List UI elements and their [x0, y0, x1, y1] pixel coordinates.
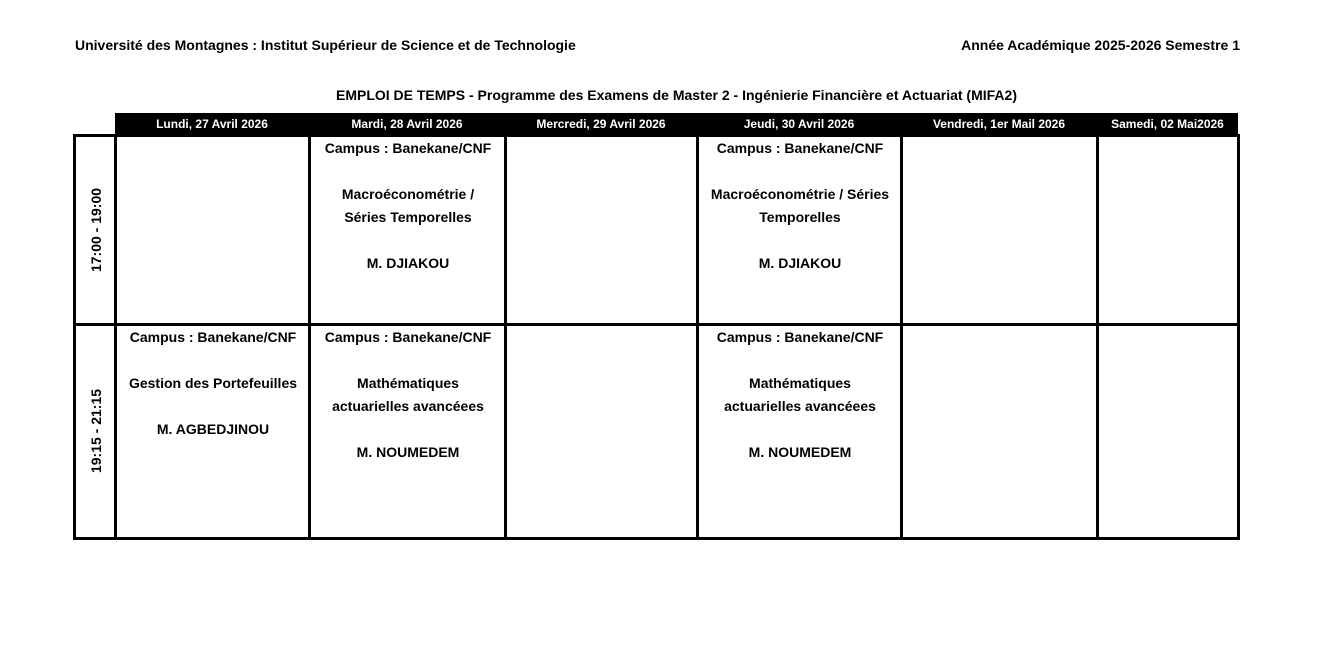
campus-label: Campus : Banekane/CNF — [716, 140, 884, 156]
schedule-cell — [699, 326, 901, 537]
academic-year: Année Académique 2025-2026 Semestre 1 — [961, 37, 1240, 53]
campus-label: Campus : Banekane/CNF — [129, 329, 297, 345]
course-name: actuarielles avancéees — [332, 398, 484, 414]
grid-line — [73, 537, 1240, 540]
course-name: Macroéconométrie / — [341, 186, 475, 202]
schedule-cell — [507, 137, 697, 323]
teacher-name: M. NOUMEDEM — [748, 444, 852, 460]
schedule-cell — [311, 326, 505, 537]
teacher-name: M. DJIAKOU — [366, 255, 450, 271]
teacher-name: M. NOUMEDEM — [356, 444, 460, 460]
schedule-cell — [117, 137, 309, 323]
day-header: Lundi, 27 Avril 2026 — [115, 113, 309, 135]
day-header: Vendredi, 1er Mail 2026 — [901, 113, 1097, 135]
course-name: Séries Temporelles — [344, 209, 472, 225]
schedule-cell — [1099, 326, 1238, 537]
teacher-name: M. AGBEDJINOU — [156, 421, 270, 437]
schedule-cell — [117, 326, 309, 537]
course-name: Gestion des Portefeuilles — [128, 375, 298, 391]
course-name: actuarielles avancéees — [724, 398, 876, 414]
schedule-title: EMPLOI DE TEMPS - Programme des Examens de Master 2 - Ingénierie Financière et Actuariat (MIFA2) — [335, 87, 1017, 103]
time-slot-label: 17:00 - 19:00 — [87, 187, 104, 272]
schedule-cell — [1099, 137, 1238, 323]
course-name: Temporelles — [759, 209, 841, 225]
day-header: Samedi, 02 Mai2026 — [1097, 113, 1238, 135]
campus-label: Campus : Banekane/CNF — [716, 329, 884, 345]
time-slot-label: 19:15 - 21:15 — [87, 388, 104, 474]
day-header: Mardi, 28 Avril 2026 — [309, 113, 505, 135]
schedule-cell — [507, 326, 697, 537]
course-name: Macroéconométrie / Séries — [710, 186, 890, 202]
campus-label: Campus : Banekane/CNF — [324, 140, 492, 156]
institution-name: Université des Montagnes : Institut Supérieur de Science et de Technologie — [75, 37, 576, 53]
campus-label: Campus : Banekane/CNF — [324, 329, 492, 345]
schedule-cell — [903, 326, 1097, 537]
course-name: Mathématiques — [357, 375, 459, 391]
day-header: Mercredi, 29 Avril 2026 — [505, 113, 697, 135]
course-name: Mathématiques — [749, 375, 851, 391]
schedule-cell — [311, 137, 505, 323]
teacher-name: M. DJIAKOU — [758, 255, 842, 271]
schedule-cell — [903, 137, 1097, 323]
day-header: Jeudi, 30 Avril 2026 — [697, 113, 901, 135]
schedule-cell — [699, 137, 901, 323]
grid-line — [73, 135, 76, 539]
